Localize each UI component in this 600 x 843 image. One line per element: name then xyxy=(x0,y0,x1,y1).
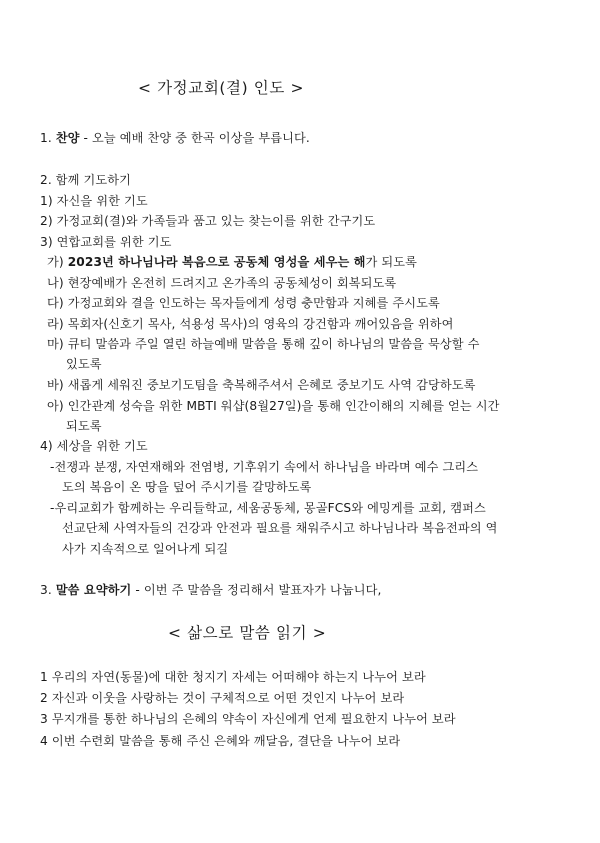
prayer-item-ba: 바) 새롭게 세워진 중보기도팀을 축복해주셔서 은혜로 중보기도 사역 감당하도록 xyxy=(47,378,476,392)
prayer-item-ma: 마) 큐티 말씀과 주일 열린 하늘예배 말씀을 통해 깊이 하나님의 말씀을 묵상할 수 xyxy=(47,337,480,351)
question-2: 2 자신과 이웃을 사랑하는 것이 구체적으로 어떤 것인지 나누어 보라 xyxy=(40,691,405,705)
question-1: 1 우리의 자연(동물)에 대한 청지기 자세는 어떠해야 하는지 나누어 보라 xyxy=(40,670,426,684)
item-praise xyxy=(40,130,310,146)
item-summary xyxy=(40,582,381,598)
prayer-item-ga-emphasis: 2023년 하나님나라 복음으로 공동체 영성을 세우는 해 xyxy=(67,255,366,269)
item-praise-heading: 찬양 xyxy=(55,131,80,145)
prayer-world: 4) 세상을 위한 기도 xyxy=(40,439,148,453)
prayer-item-na: 나) 현장예배가 온전히 드려지고 온가족의 공동체성이 회복되도록 xyxy=(47,276,397,290)
prayer-item-ma-cont: 있도록 xyxy=(66,357,102,371)
section-title-reading: < 삶으로 말씀 읽기 > xyxy=(168,624,327,642)
prayer-item-da: 다) 가정교회와 결을 인도하는 목자들에게 성령 충만함과 지혜를 주시도록 xyxy=(47,296,440,310)
prayer-item-ga xyxy=(47,254,417,270)
question-3: 3 무지개를 통한 하나님의 은혜의 약속이 자신에게 언제 필요한지 나누어 보라 xyxy=(40,712,456,726)
prayer-world-2-cont1: 선교단체 사역자들의 건강과 안전과 필요를 채워주시고 하나님나라 복음전파의 역 xyxy=(62,521,498,535)
prayer-united-church: 3) 연합교회를 위한 기도 xyxy=(40,235,172,249)
item-summary-text: - 이번 주 말씀을 정리해서 발표자가 나눕니다, xyxy=(131,583,382,597)
item-summary-number: 3. xyxy=(40,583,56,597)
question-4: 4 이번 수련회 말씀을 통해 주신 은혜와 깨달음, 결단을 나누어 보라 xyxy=(40,734,401,748)
prayer-world-2-cont2: 사가 지속적으로 일어나게 되길 xyxy=(62,542,229,556)
item-prayer-heading: 2. 함께 기도하기 xyxy=(40,173,132,187)
prayer-world-1-cont: 도의 복음이 온 땅을 덮어 주시기를 갈망하도록 xyxy=(62,480,312,494)
prayer-item-a: 아) 인간관계 성숙을 위한 MBTI 워샵(8월27일)을 통해 인간이해의 지혜를 얻는 시간 xyxy=(47,399,500,413)
item-summary-heading: 말씀 요약하기 xyxy=(55,583,132,597)
prayer-self: 1) 자신을 위한 기도 xyxy=(40,194,148,208)
prayer-item-a-cont: 되도록 xyxy=(66,419,102,433)
item-praise-number: 1. xyxy=(40,131,52,145)
prayer-item-ra: 라) 목회자(신호기 목사, 석용성 목사)의 영육의 강건함과 깨어있음을 위하여 xyxy=(47,317,454,331)
prayer-world-1: -전쟁과 분쟁, 자연재해와 전염병, 기후위기 속에서 하나님을 바라며 예수 그리스 xyxy=(50,460,479,474)
section-title-house-church: < 가정교회(결) 인도 > xyxy=(138,79,305,97)
prayer-item-ga-suffix: 가 되도록 xyxy=(365,255,418,269)
prayer-item-ga-label: 가) xyxy=(47,255,68,269)
prayer-world-2: -우리교회가 함께하는 우리들학교, 세움공동체, 몽골FCS와 에밍게를 교회, 캠퍼스 xyxy=(50,501,486,515)
prayer-family: 2) 가정교회(결)와 가족들과 품고 있는 찾는이를 위한 간구기도 xyxy=(40,214,376,228)
item-praise-text: - 오늘 예배 찬양 중 한곡 이상을 부릅니다. xyxy=(79,131,310,145)
